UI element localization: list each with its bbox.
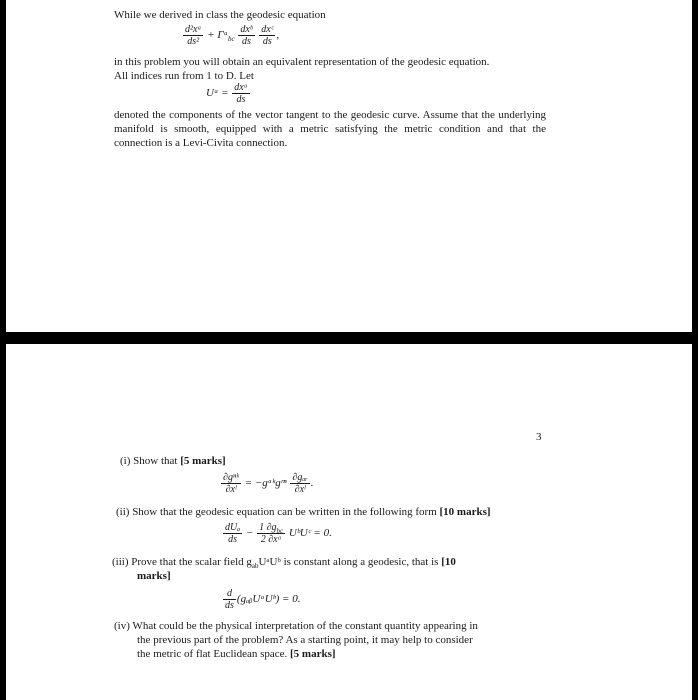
geodesic-equation (182, 24, 279, 47)
line-problem: in this problem you will obtain an equivalent representation of the geodesic equation. (114, 56, 490, 68)
item-ii-label: (ii) Show that the geodesic equation can be written in the following form (116, 506, 440, 518)
tangent-definition (206, 82, 251, 105)
eq1-term2-den: ds (241, 36, 251, 47)
item-i-equation (220, 472, 313, 495)
assumption-paragraph: denoted the components of the vector tangent to the geodesic curve. Assume that the underlying manifold is smooth, equipped with a metric satisfying the metric condition and that the connection is a Levi-Civita connection. (114, 109, 546, 149)
item-iv-line2: the previous part of the problem? As a starting point, it may help to consider (137, 634, 473, 646)
item-ii-t2-den: 2 ∂xᵃ (260, 534, 282, 545)
eq2-num: dxᵃ (234, 82, 248, 93)
item-ii-t1-den: ds (228, 534, 238, 545)
item-i-lhs-num: ∂gⁿᵏ (223, 472, 239, 483)
eq1-term1-den: ds² (187, 36, 200, 47)
eq1-term3-den: ds (262, 36, 272, 47)
item-ii-t2-sub: bc (276, 527, 284, 535)
item-i-marks: [5 marks] (180, 455, 226, 467)
eq2-lhs: Uᵃ = (206, 87, 229, 100)
item-i-rhs-num: ∂gₐᵣ (292, 472, 308, 483)
item-iii-eq-den: ds (225, 600, 234, 611)
eq1-term1-num: d²xᵃ (185, 24, 202, 35)
eq1-trail: , (276, 29, 280, 42)
item-ii-t1-num: dUₐ (225, 522, 241, 533)
page-top (6, 0, 692, 332)
eq2-den: ds (236, 94, 246, 105)
item-i (120, 454, 226, 468)
item-i-rhs-den: ∂xˡ (294, 484, 306, 495)
item-i-lhs-den: ∂xˡ (225, 484, 237, 495)
item-ii (116, 505, 491, 519)
item-iv-line1: (iv) What could be the physical interpretation of the constant quantity appearing in (114, 620, 478, 632)
item-iii-marks-b: marks] (137, 570, 171, 582)
item-i-trail: . (310, 477, 314, 490)
item-iv-marks: [5 marks] (290, 648, 336, 660)
item-iii-sub: ab (251, 562, 259, 571)
item-ii-equation (222, 522, 332, 545)
page-bottom (6, 344, 692, 700)
page-number: 3 (536, 431, 542, 443)
line-indices: All indices run from 1 to D. Let (114, 70, 254, 82)
item-ii-marks: [10 marks] (439, 506, 491, 518)
item-ii-rest: UᵇUᶜ = 0. (288, 527, 332, 540)
item-iii-label-rest: UᵃUᵇ is constant along a geodesic, that is (258, 556, 442, 568)
item-iii-marks-line (137, 569, 171, 583)
item-ii-minus: − (245, 527, 254, 540)
item-iii-eq-num: d (223, 588, 236, 600)
eq1-term3-num: dxᶜ (261, 24, 274, 35)
item-ii-t2-num: 1 ∂g (259, 522, 277, 533)
item-iii-equation (222, 588, 300, 611)
item-iii-eq-rest: (gₐᵦUᵃUᵇ) = 0. (236, 593, 301, 606)
eq1-gamma-sub: bc (228, 35, 235, 44)
item-iii-marks-a: [10 (441, 556, 456, 568)
item-i-mid: = −gᵃᵏgʳⁿ (244, 477, 287, 490)
intro-text: While we derived in class the geodesic equation (114, 9, 326, 21)
eq1-plus-gamma: + Γᵃ (207, 29, 228, 42)
item-iii-label: (iii) Prove that the scalar field g (112, 556, 252, 568)
item-iv-line3 (137, 647, 336, 661)
item-iii (112, 555, 544, 569)
item-i-label: (i) Show that (120, 455, 181, 467)
eq1-term2-num: dxᵇ (240, 24, 253, 35)
item-iv-line3-text: the metric of flat Euclidean space. (137, 648, 291, 660)
